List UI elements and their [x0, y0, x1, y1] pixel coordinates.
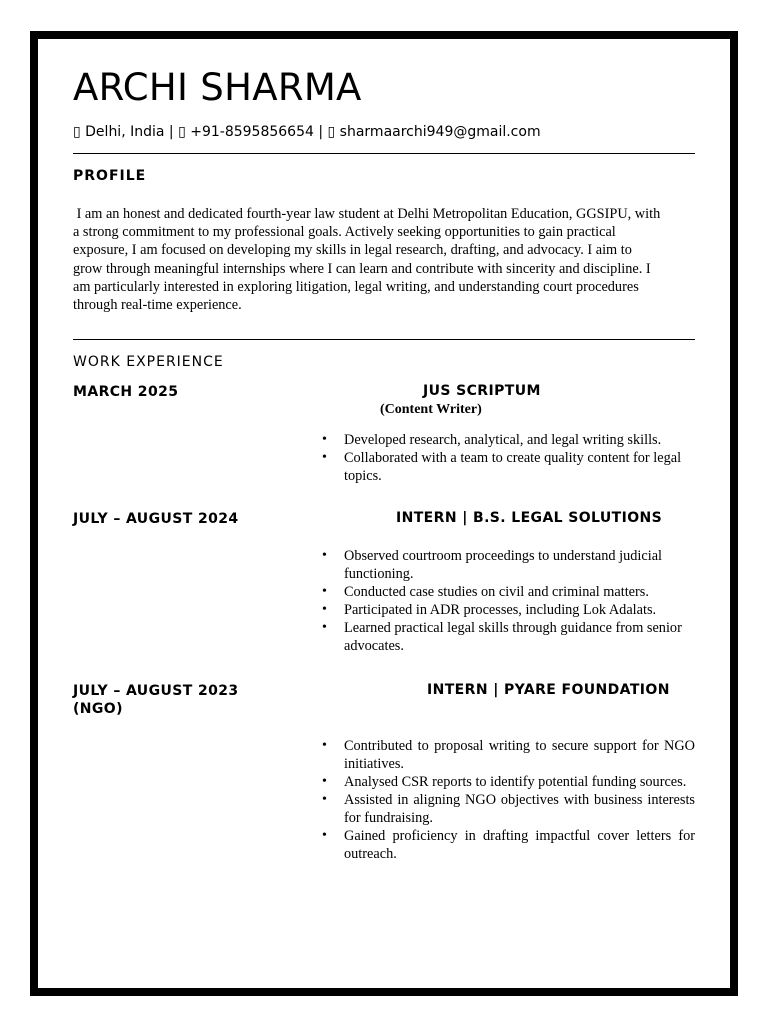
profile-heading: PROFILE	[73, 168, 147, 184]
profile-text: I am an honest and dedicated fourth-year law student at Delhi Metropolitan Education, GGSIPU, with a strong commitment to my professional goals. Actively seeking opportunities to gain practical exposure, I am focused on developing my skills in legal research, drafting, and advocacy. I aim to grow through meaningful internships where I can learn and contribute with sincerity and discipline. I am particularly interested in exploring litigation, legal writing, and understanding court procedures through real-time experience.	[73, 206, 661, 314]
job-subtitle: (Content Writer)	[380, 402, 482, 417]
list-item: • Conducted case studies on civil and criminal matters.	[322, 584, 649, 600]
list-item: • Gained proficiency in drafting impactful cover letters for outreach.	[322, 828, 695, 862]
list-item: • Observed courtroom proceedings to understand judicial functioning.	[322, 548, 663, 582]
contact-line: ▯ Delhi, India | ▯ +91-8595856654 | ▯ sharmaarchi949@gmail.com	[73, 124, 541, 140]
bullet-icon: •	[322, 548, 327, 563]
divider	[73, 153, 695, 154]
job-title: JUS SCRIPTUM	[423, 383, 541, 399]
list-item: • Analysed CSR reports to identify potential funding sources.	[322, 774, 687, 790]
bullet-icon: •	[322, 774, 327, 789]
bullet-icon: •	[322, 792, 327, 807]
duty-list	[320, 547, 690, 655]
bullet-icon: •	[322, 620, 327, 635]
list-item: • Developed research, analytical, and legal writing skills.	[322, 432, 662, 448]
job-title: INTERN | B.S. LEGAL SOLUTIONS	[396, 510, 663, 526]
list-item: • Collaborated with a team to create quality content for legal topics.	[322, 450, 682, 484]
bullet-icon: •	[322, 432, 327, 447]
candidate-name: ARCHI SHARMA	[73, 66, 362, 109]
list-item: • Participated in ADR processes, including Lok Adalats.	[322, 602, 657, 618]
job-title: INTERN | PYARE FOUNDATION	[427, 682, 670, 698]
bullet-icon: •	[322, 584, 327, 599]
bullet-icon: •	[322, 602, 327, 617]
job-date: MARCH 2025	[73, 384, 179, 400]
duty-list	[320, 431, 690, 485]
list-item: • Assisted in aligning NGO objectives with business interests for fundraising.	[322, 792, 695, 826]
divider	[73, 339, 695, 340]
job-date: JULY – AUGUST 2023	[73, 683, 239, 699]
duty-list	[320, 737, 695, 863]
bullet-icon: •	[322, 828, 327, 843]
list-item: • Learned practical legal skills through guidance from senior advocates.	[322, 620, 682, 654]
job-date-note: (NGO)	[73, 701, 123, 717]
list-item: • Contributed to proposal writing to secure support for NGO initiatives.	[322, 738, 695, 772]
work-experience-heading: WORK EXPERIENCE	[73, 354, 224, 370]
job-date: JULY – AUGUST 2024	[73, 511, 239, 527]
bullet-icon: •	[322, 738, 327, 753]
bullet-icon: •	[322, 450, 327, 465]
